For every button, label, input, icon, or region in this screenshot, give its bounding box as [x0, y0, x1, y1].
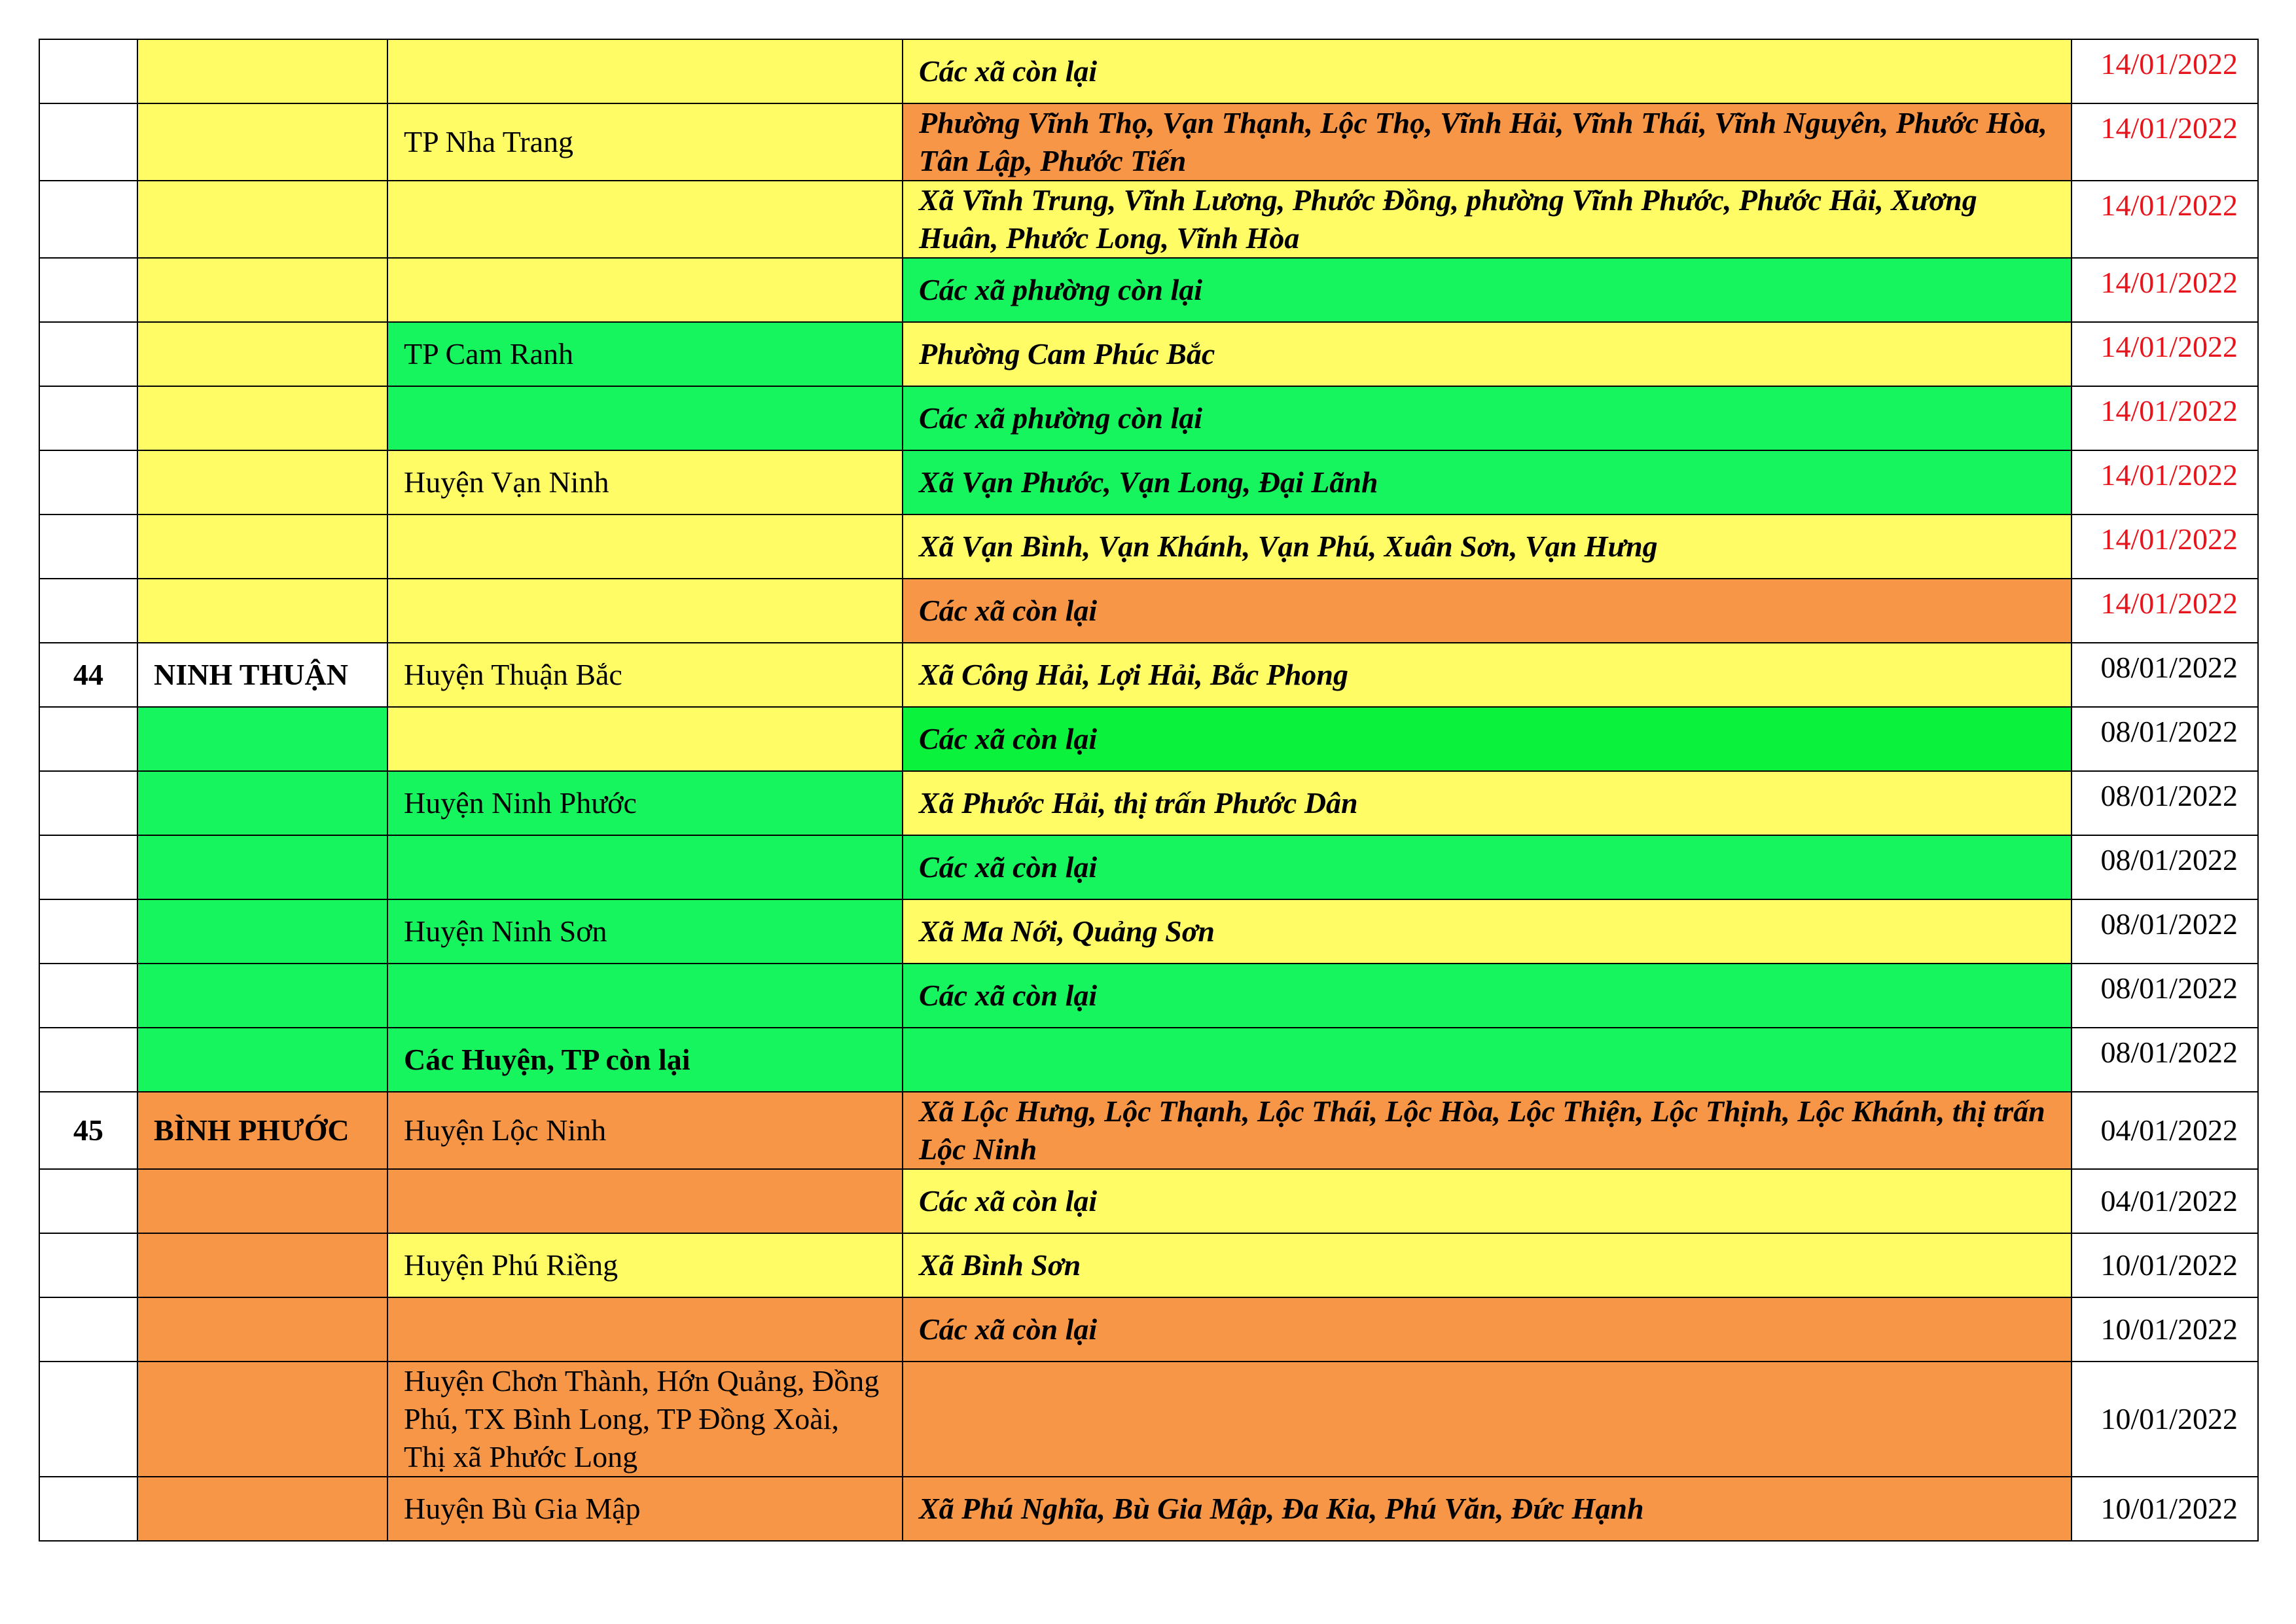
stt-cell — [39, 386, 137, 450]
area-cell: Xã Công Hải, Lợi Hải, Bắc Phong — [903, 643, 2072, 707]
province-cell: NINH THUẬN — [137, 643, 387, 707]
area-cell: Các xã còn lại — [903, 1297, 2072, 1362]
stt-cell — [39, 103, 137, 181]
stt-cell — [39, 1028, 137, 1092]
date-cell: 14/01/2022 — [2072, 103, 2258, 181]
district-cell: TP Nha Trang — [387, 103, 903, 181]
table-row — [39, 835, 2258, 899]
district-cell — [387, 964, 903, 1028]
date-cell: 14/01/2022 — [2072, 258, 2258, 322]
stt-cell — [39, 450, 137, 514]
date-cell: 10/01/2022 — [2072, 1297, 2258, 1362]
province-cell: BÌNH PHƯỚC — [137, 1092, 387, 1169]
area-cell: Các xã phường còn lại — [903, 386, 2072, 450]
province-cell — [137, 1028, 387, 1092]
province-cell — [137, 1169, 387, 1233]
province-cell — [137, 899, 387, 964]
table-row — [39, 771, 2258, 835]
province-cell — [137, 258, 387, 322]
district-cell: Huyện Phú Riềng — [387, 1233, 903, 1297]
province-cell — [137, 386, 387, 450]
stt-cell — [39, 1362, 137, 1477]
date-cell: 14/01/2022 — [2072, 181, 2258, 258]
area-cell: Phường Vĩnh Thọ, Vạn Thạnh, Lộc Thọ, Vĩnh Hải, Vĩnh Thái, Vĩnh Nguyên, Phước Hòa, Tân Lập, Phước Tiến — [903, 103, 2072, 181]
date-cell: 08/01/2022 — [2072, 771, 2258, 835]
province-cell — [137, 835, 387, 899]
district-cell: TP Cam Ranh — [387, 322, 903, 386]
table-row — [39, 1169, 2258, 1233]
province-cell — [137, 181, 387, 258]
table-row — [39, 579, 2258, 643]
date-cell: 08/01/2022 — [2072, 835, 2258, 899]
table-row — [39, 103, 2258, 181]
area-cell: Các xã còn lại — [903, 835, 2072, 899]
province-cell — [137, 1297, 387, 1362]
date-cell: 08/01/2022 — [2072, 643, 2258, 707]
province-cell — [137, 1477, 387, 1541]
date-cell: 14/01/2022 — [2072, 450, 2258, 514]
stt-cell — [39, 707, 137, 771]
area-cell: Phường Cam Phúc Bắc — [903, 322, 2072, 386]
area-cell — [903, 1362, 2072, 1477]
stt-cell — [39, 514, 137, 579]
stt-cell — [39, 899, 137, 964]
area-cell: Xã Bình Sơn — [903, 1233, 2072, 1297]
date-cell: 14/01/2022 — [2072, 386, 2258, 450]
area-cell — [903, 1028, 2072, 1092]
province-cell — [137, 964, 387, 1028]
district-cell — [387, 579, 903, 643]
date-cell: 04/01/2022 — [2072, 1092, 2258, 1169]
date-cell: 10/01/2022 — [2072, 1362, 2258, 1477]
district-cell: Huyện Chơn Thành, Hớn Quảng, Đồng Phú, TX Bình Long, TP Đồng Xoài, Thị xã Phước Long — [387, 1362, 903, 1477]
table-row — [39, 258, 2258, 322]
area-cell: Xã Phước Hải, thị trấn Phước Dân — [903, 771, 2072, 835]
stt-cell — [39, 322, 137, 386]
date-cell: 08/01/2022 — [2072, 964, 2258, 1028]
date-cell: 04/01/2022 — [2072, 1169, 2258, 1233]
area-cell: Các xã còn lại — [903, 707, 2072, 771]
table-row — [39, 386, 2258, 450]
table-row — [39, 39, 2258, 103]
table-row — [39, 322, 2258, 386]
district-cell: Huyện Ninh Phước — [387, 771, 903, 835]
table-row — [39, 514, 2258, 579]
district-cell — [387, 1297, 903, 1362]
district-cell — [387, 1169, 903, 1233]
table-row — [39, 1362, 2258, 1477]
stt-cell — [39, 1169, 137, 1233]
area-cell: Xã Vĩnh Trung, Vĩnh Lương, Phước Đồng, phường Vĩnh Phước, Phước Hải, Xương Huân, Phước Long, Vĩnh Hòa — [903, 181, 2072, 258]
date-cell: 14/01/2022 — [2072, 39, 2258, 103]
covid-level-table — [39, 39, 2259, 1542]
stt-cell: 45 — [39, 1092, 137, 1169]
date-cell: 14/01/2022 — [2072, 322, 2258, 386]
table-row — [39, 707, 2258, 771]
district-cell: Huyện Thuận Bắc — [387, 643, 903, 707]
province-cell — [137, 39, 387, 103]
district-cell — [387, 258, 903, 322]
area-cell: Xã Vạn Phước, Vạn Long, Đại Lãnh — [903, 450, 2072, 514]
stt-cell: 44 — [39, 643, 137, 707]
area-cell: Các xã còn lại — [903, 579, 2072, 643]
area-cell: Các xã còn lại — [903, 39, 2072, 103]
table-row — [39, 899, 2258, 964]
area-cell: Các xã còn lại — [903, 964, 2072, 1028]
table-row — [39, 181, 2258, 258]
date-cell: 08/01/2022 — [2072, 1028, 2258, 1092]
area-cell: Xã Vạn Bình, Vạn Khánh, Vạn Phú, Xuân Sơn, Vạn Hưng — [903, 514, 2072, 579]
table-row — [39, 1028, 2258, 1092]
province-cell — [137, 514, 387, 579]
district-cell — [387, 39, 903, 103]
district-cell: Huyện Vạn Ninh — [387, 450, 903, 514]
district-cell — [387, 835, 903, 899]
area-cell: Các xã còn lại — [903, 1169, 2072, 1233]
table-row — [39, 1092, 2258, 1169]
stt-cell — [39, 835, 137, 899]
stt-cell — [39, 771, 137, 835]
province-cell — [137, 1362, 387, 1477]
date-cell: 08/01/2022 — [2072, 707, 2258, 771]
date-cell: 08/01/2022 — [2072, 899, 2258, 964]
table-row — [39, 1477, 2258, 1541]
date-cell: 10/01/2022 — [2072, 1233, 2258, 1297]
stt-cell — [39, 964, 137, 1028]
stt-cell — [39, 181, 137, 258]
district-cell: Các Huyện, TP còn lại — [387, 1028, 903, 1092]
table-row — [39, 1233, 2258, 1297]
table-row — [39, 450, 2258, 514]
date-cell: 14/01/2022 — [2072, 514, 2258, 579]
date-cell: 14/01/2022 — [2072, 579, 2258, 643]
district-cell: Huyện Ninh Sơn — [387, 899, 903, 964]
province-cell — [137, 450, 387, 514]
table-row — [39, 964, 2258, 1028]
district-cell — [387, 386, 903, 450]
district-cell — [387, 514, 903, 579]
area-cell: Các xã phường còn lại — [903, 258, 2072, 322]
stt-cell — [39, 1477, 137, 1541]
district-cell — [387, 707, 903, 771]
district-cell: Huyện Lộc Ninh — [387, 1092, 903, 1169]
stt-cell — [39, 1297, 137, 1362]
date-cell: 10/01/2022 — [2072, 1477, 2258, 1541]
table-row — [39, 1297, 2258, 1362]
province-cell — [137, 771, 387, 835]
stt-cell — [39, 1233, 137, 1297]
stt-cell — [39, 258, 137, 322]
area-cell: Xã Lộc Hưng, Lộc Thạnh, Lộc Thái, Lộc Hòa, Lộc Thiện, Lộc Thịnh, Lộc Khánh, thị trấn Lộc Ninh — [903, 1092, 2072, 1169]
province-cell — [137, 579, 387, 643]
province-cell — [137, 707, 387, 771]
area-cell: Xã Phú Nghĩa, Bù Gia Mập, Đa Kia, Phú Văn, Đức Hạnh — [903, 1477, 2072, 1541]
district-cell — [387, 181, 903, 258]
stt-cell — [39, 39, 137, 103]
stt-cell — [39, 579, 137, 643]
province-cell — [137, 1233, 387, 1297]
table-row — [39, 643, 2258, 707]
province-cell — [137, 322, 387, 386]
area-cell: Xã Ma Nới, Quảng Sơn — [903, 899, 2072, 964]
district-cell: Huyện Bù Gia Mập — [387, 1477, 903, 1541]
province-cell — [137, 103, 387, 181]
